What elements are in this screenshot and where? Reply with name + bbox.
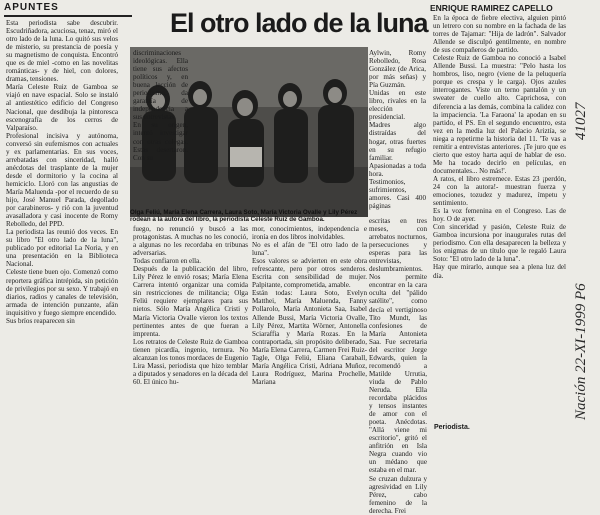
article-column-3: mor, conocimientos, independencia e ironía en dos libros inolvidables. No es el afán de "El otro lado de la luna". Esos valores se advierten en este obra refrescante, pero por otros senderos. Escrita con sensibilidad de mujer. Palpitante, comprometida, amable. Están todas: Laura Soto, Evelyn Matthei, María Maluenda, Fanny Pollarolo, María Antonieta Saa, Isabel Allende Bussi, María Victoria Ovalle, Lily Pérez, Martita Wörner, Antonella Sciaraffia y María Rozas. En la contraportada, sin propósito deliberado, María Elena Carrera, Carmen Frei Ruiz-Tagle, Olga Feliú, Eliana Caraball, María Angélica Cristi, Adriana Muñoz, Laura Rodríguez, Marina Prochelle, Mariana: [252, 225, 367, 386]
article-column-3-continued: escritas en tres meses, con arrebatos nocturnos, persecuciones y esperas para las entrevistas, deslumbramientos. Nos permite encontrar en la cara oculta del "pálido satélite", como decía el vertiginoso Tito Mundt, las confesiones de María Antonieta Saa. Fue secretaria del escritor Jorge Edwards, quien la recomendó a Matilde Urrutia, viuda de Pablo Neruda. Ella recordaba plácidos y tensos instantes de amor con el poeta. Anécdotas. "Allá viene mi escritorio", gritó el anfitrión en Isla Negra cuando vio un médano que estaba en el mar. Se cruzan dulzura y agresividad en Lily Pérez, cabo femenino de la derecha. Frei: [369, 217, 427, 515]
article-column-1: Esta periodista sabe descubrir. Escudriñadora, acuciosa, tenaz, miró el otro lado de la luna. Lo quitó sus velos de misterio, su prestancia de poesía y su magnetismo de conquista. Encontró que es de miel -como en las novelitas románticas- y de hiel, con dolores, dramas, tensiones. María Celeste Ruiz de Gamboa se viajó en nave espacial. Solo se instaló al antiestético edificio del Congreso Nacional, que desdibuja la pintoresca escenografía de los cerros de Valparaíso. Profesional incisiva y autónoma, conversó sin eufemismos con actuales y ex parlamentarias. En sus voces, arrebatadas con sinceridad, halló anécdotas del trasplante de la mujer desde el dormitorio y la cocina al hemiciclo. Lloró con las angustias de María Maluenda -por el recuerdo de su hijo, José Manuel Parada, degollado por carabineros- y rió con la juventud avasalladora y casi inocente de Romy Rebolledo, del PPD. La periodista las reunió dos veces. En su libro "El otro lado de la luna", publicado por editorial La Noria, y en una presentación en la Biblioteca Nacional. Celeste tiene buen ojo. Comenzó como reportera gráfica intrépida, sin petición de privilegios por su sexo. Y trabajó en diarios, radios y canales de televisión, armada de intención punzante, afán inquisitivo y fuego siempre encendido. Sus bríos reaparecen sin: [6, 19, 118, 325]
svg-text:41027: 41027: [573, 102, 589, 140]
article-column-2-top: discriminaciones ideológicas. Ella tiene sus afectos políticos y, en buena lección de periodismo, da garantía de independencia a sus entrevistas. En su origen, intentó investigar con otras colegas. Estas desertaron. Con su: [133, 49, 188, 162]
svg-text:Nación 22-XI-1999 P6: Nación 22-XI-1999 P6: [573, 283, 589, 420]
section-rule: [4, 15, 132, 17]
headline: El otro lado de la luna: [170, 8, 428, 38]
photo-caption: Olga Feliú, María Elena Carrera, Laura Soto, María Victoria Ovalle y Lily Pérez rodean a la autora del libro, la periodista Celeste Ruiz de Gamboa.: [130, 209, 358, 223]
handwritten-annotation: [568, 40, 598, 430]
section-label: APUNTES: [4, 2, 59, 13]
article-column-3-top: Aylwin, Romy Rebolledo, Rosa González (de Arica, por más señas) y Pía Guzmán. Unidas en este libro, rivales en la elección presidencial. Madres algo distraídas del hogar, otras fuertes en su refugio familiar. Apasionadas a toda hora. Testimonios, sufrimientos, amores. Casi 400 páginas: [369, 49, 426, 210]
article-column-4: En la época de fiebre electiva, alguien pintó un letrero con su nombre en la fachada de las torres de Tajamar: "Hija de ladrón". Salvador Allende se disculpó gentilmente, en nombre de sus compañeros de partido. Celeste Ruiz de Gamboa no conoció a Isabel Allende Bussi. La muestra: "Pelo hasta los hombros, liso, negro (viene de la peluquería porque es crespa y le carga). Ojos azules interrogantes. Viste un terno pantalón y un sweater de cuello alto. Caprichosa, con diferencia a las demás, combina la calidez con la impaciencia. 'La Faraona' la apodan en su partido, el PS. En el segundo encuentro, esta vez en la media luz del Palacio Ariztía, se niega a repetirme la historia del 11. 'Te vas a remitir a entrevistas anteriores. ¡Te juro que es cierto que estoy harta aquí de hablar de eso. Me ha tocado decirlo en películas, en documentales... No más!'. A ratos, el libro estremece. Estas 23 ¡perdón, 24 con la autora!- muestran fuerza y emociones, tozudez y madurez, ímpetu y sentimiento. Es la voz femenina en el Congreso. Las de hoy. O de ayer. Con sinceridad y pasión, Celeste Ruiz de Gamboa incursiona por inaugurales rutas del periodismo. Con ella desaparecen la belleza y los enigmas de un título que le regaló Laura Soto: "El otro lado de la luna". Hay que mirarlo, aunque sea a plena luz del día.: [433, 14, 566, 280]
author-credit: Periodista.: [434, 424, 470, 431]
author-name: ENRIQUE RAMIREZ CAPELLO: [430, 3, 553, 13]
article-column-2: fuego, no renunció y buscó a las protagonistas. A muchas no les conoció, a algunas no les recordaba en tribunas adversarias. Todas confiaron en ella. Después de la publicación del libro, Lily Pérez le envió rosas; María Elena Carrera intentó organizar una comida sin restricciones de militancia; Olga Feliú requiere ejemplares para sus nietos. Sólo María Angélica Cristi y María Victoria Ovalle vieron los textos pertinentes antes de que fueran a imprenta. Los retratos de Celeste Ruiz de Gamboa tienen picardía, ingenio, ternura. No alcanzan los tonos mordaces de Eugenio Lira Massi, periodista que hizo temblar a diputados y senadores en la década del 60. El único hu-: [133, 225, 248, 386]
